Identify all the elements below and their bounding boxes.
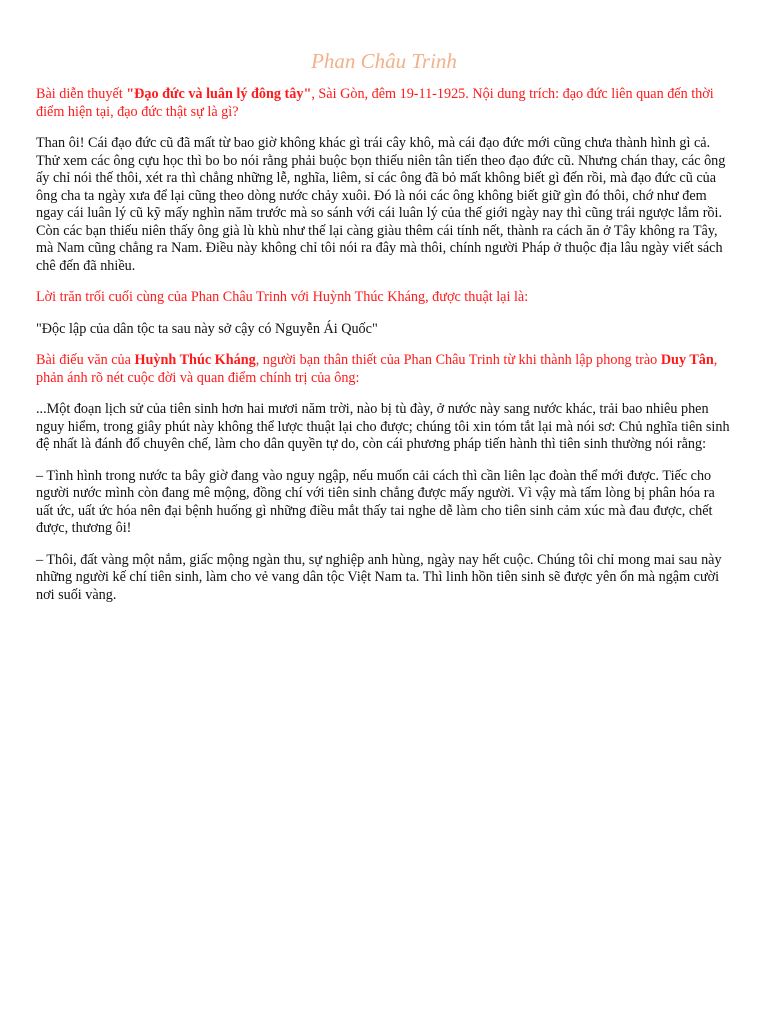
eulogy-paragraph-3: – Thôi, đất vàng một nắm, giấc mộng ngàn thu, sự nghiệp anh hùng, ngày nay hết cuộc. Chúng tôi chỉ mong mai sau này những người kế chí tiên sinh, làm cho vẻ vang dân tộc Việt Nam ta. Thì linh hồn tiên sinh sẽ được yên ổn mà ngậm cười nơi suối vàng. xyxy=(36,551,722,603)
eulogy-intro-suffix: , phản ánh rõ nét cuộc đời và quan điểm chính trị của ông: xyxy=(36,352,718,386)
last-words-quote: "Độc lập của dân tộc ta sau này sở cậy có Nguyễn Ái Quốc" xyxy=(36,320,378,337)
eulogy-paragraph-1: ...Một đoạn lịch sử của tiên sinh hơn hai mươi năm trời, nào bị tù đày, ở nước này sang nước khác, trải bao nhiêu phen nguy hiểm, trong giây phút này không thể lược thuật lại cho được; chúng tôi xin tóm tắt lại mà nói sơ: Chủ nghĩa tiên sinh đệ nhất là đánh đổ chuyên chế, làm cho dân quyền tự do, còn cái phương pháp tiến hành thì tiên sinh thường nói rằng: xyxy=(36,401,730,452)
eulogy-author: Huỳnh Thúc Kháng xyxy=(134,352,256,368)
eulogy-intro xyxy=(36,352,732,387)
speech-text: Than ôi! Cái đạo đức cũ đã mất từ bao giờ không khác gì trái cây khô, mà cái đạo đức mới cũng chưa thành hình gì cả. Thử xem các ông cựu học thì bo bo nói rằng phải buộc bọn thiếu niên tân tiến theo đạo đức cũ. Nhưng chán thay, các ông ấy chỉ nói thế thôi, xét ra thì chẳng những lễ, nghĩa, liêm, sỉ các ông đã bỏ mất không biết gì đến rồi, mà đạo đức cũ của ông cha ta ngày xưa để lại cũng theo dòng nước chảy xuôi. Đó là nói các ông không biết giữ gìn đó thôi, chớ như đem ngay cái luân lý cũ kỹ mấy nghìn năm trước mà so sánh với cái luân lý của thế giới ngày nay thì cũng trái ngược lắm rồi. Còn các bạn thiếu niên thấy ông già lù khù như thế lại càng giàu thêm cái tính nết, thành ra cách ăn ở Tây không ra Tây, mà Nam cũng chẳng ra Nam. Điều này không chỉ tôi nói ra đây mà thôi, chính người Pháp ở thuộc địa lâu ngày viết sách chê đến đã nhiều. xyxy=(36,135,726,274)
speech-intro xyxy=(36,86,732,121)
eulogy-intro-prefix: Bài điếu văn của xyxy=(36,352,135,368)
page-title: Phan Châu Trinh xyxy=(311,49,457,73)
eulogy-intro-middle: , người bạn thân thiết của Phan Châu Trinh từ khi thành lập phong trào xyxy=(255,352,661,368)
speech-intro-prefix: Bài diễn thuyết xyxy=(36,86,127,102)
last-words-intro: Lời trăn trối cuối cùng của Phan Châu Trinh với Huỳnh Thúc Kháng, được thuật lại là: xyxy=(36,289,529,305)
movement-name: Duy Tân xyxy=(660,352,714,368)
speech-title: "Đạo đức và luân lý đông tây" xyxy=(126,86,312,102)
eulogy-paragraph-2: – Tình hình trong nước ta bây giờ đang vào nguy ngập, nếu muốn cải cách thì cần liên lạc đoàn thể mới được. Tiếc cho người nước mình còn đang mê mộng, đồng chí với tiên sinh chẳng được mấy người. Vì vậy mà tấm lòng bị phân hóa ra uất ức, uất ức hóa nên đại bệnh huống gì những điều mắt thấy tai nghe dễ làm cho tiên sinh cảm xúc mà đau được, chết được, thương ôi! xyxy=(36,467,715,536)
speech-intro-suffix: , Sài Gòn, đêm 19-11-1925. Nội dung trích: đạo đức liên quan đến thời điểm hiện tại, đạo đức thật sự là gì? xyxy=(36,86,714,120)
